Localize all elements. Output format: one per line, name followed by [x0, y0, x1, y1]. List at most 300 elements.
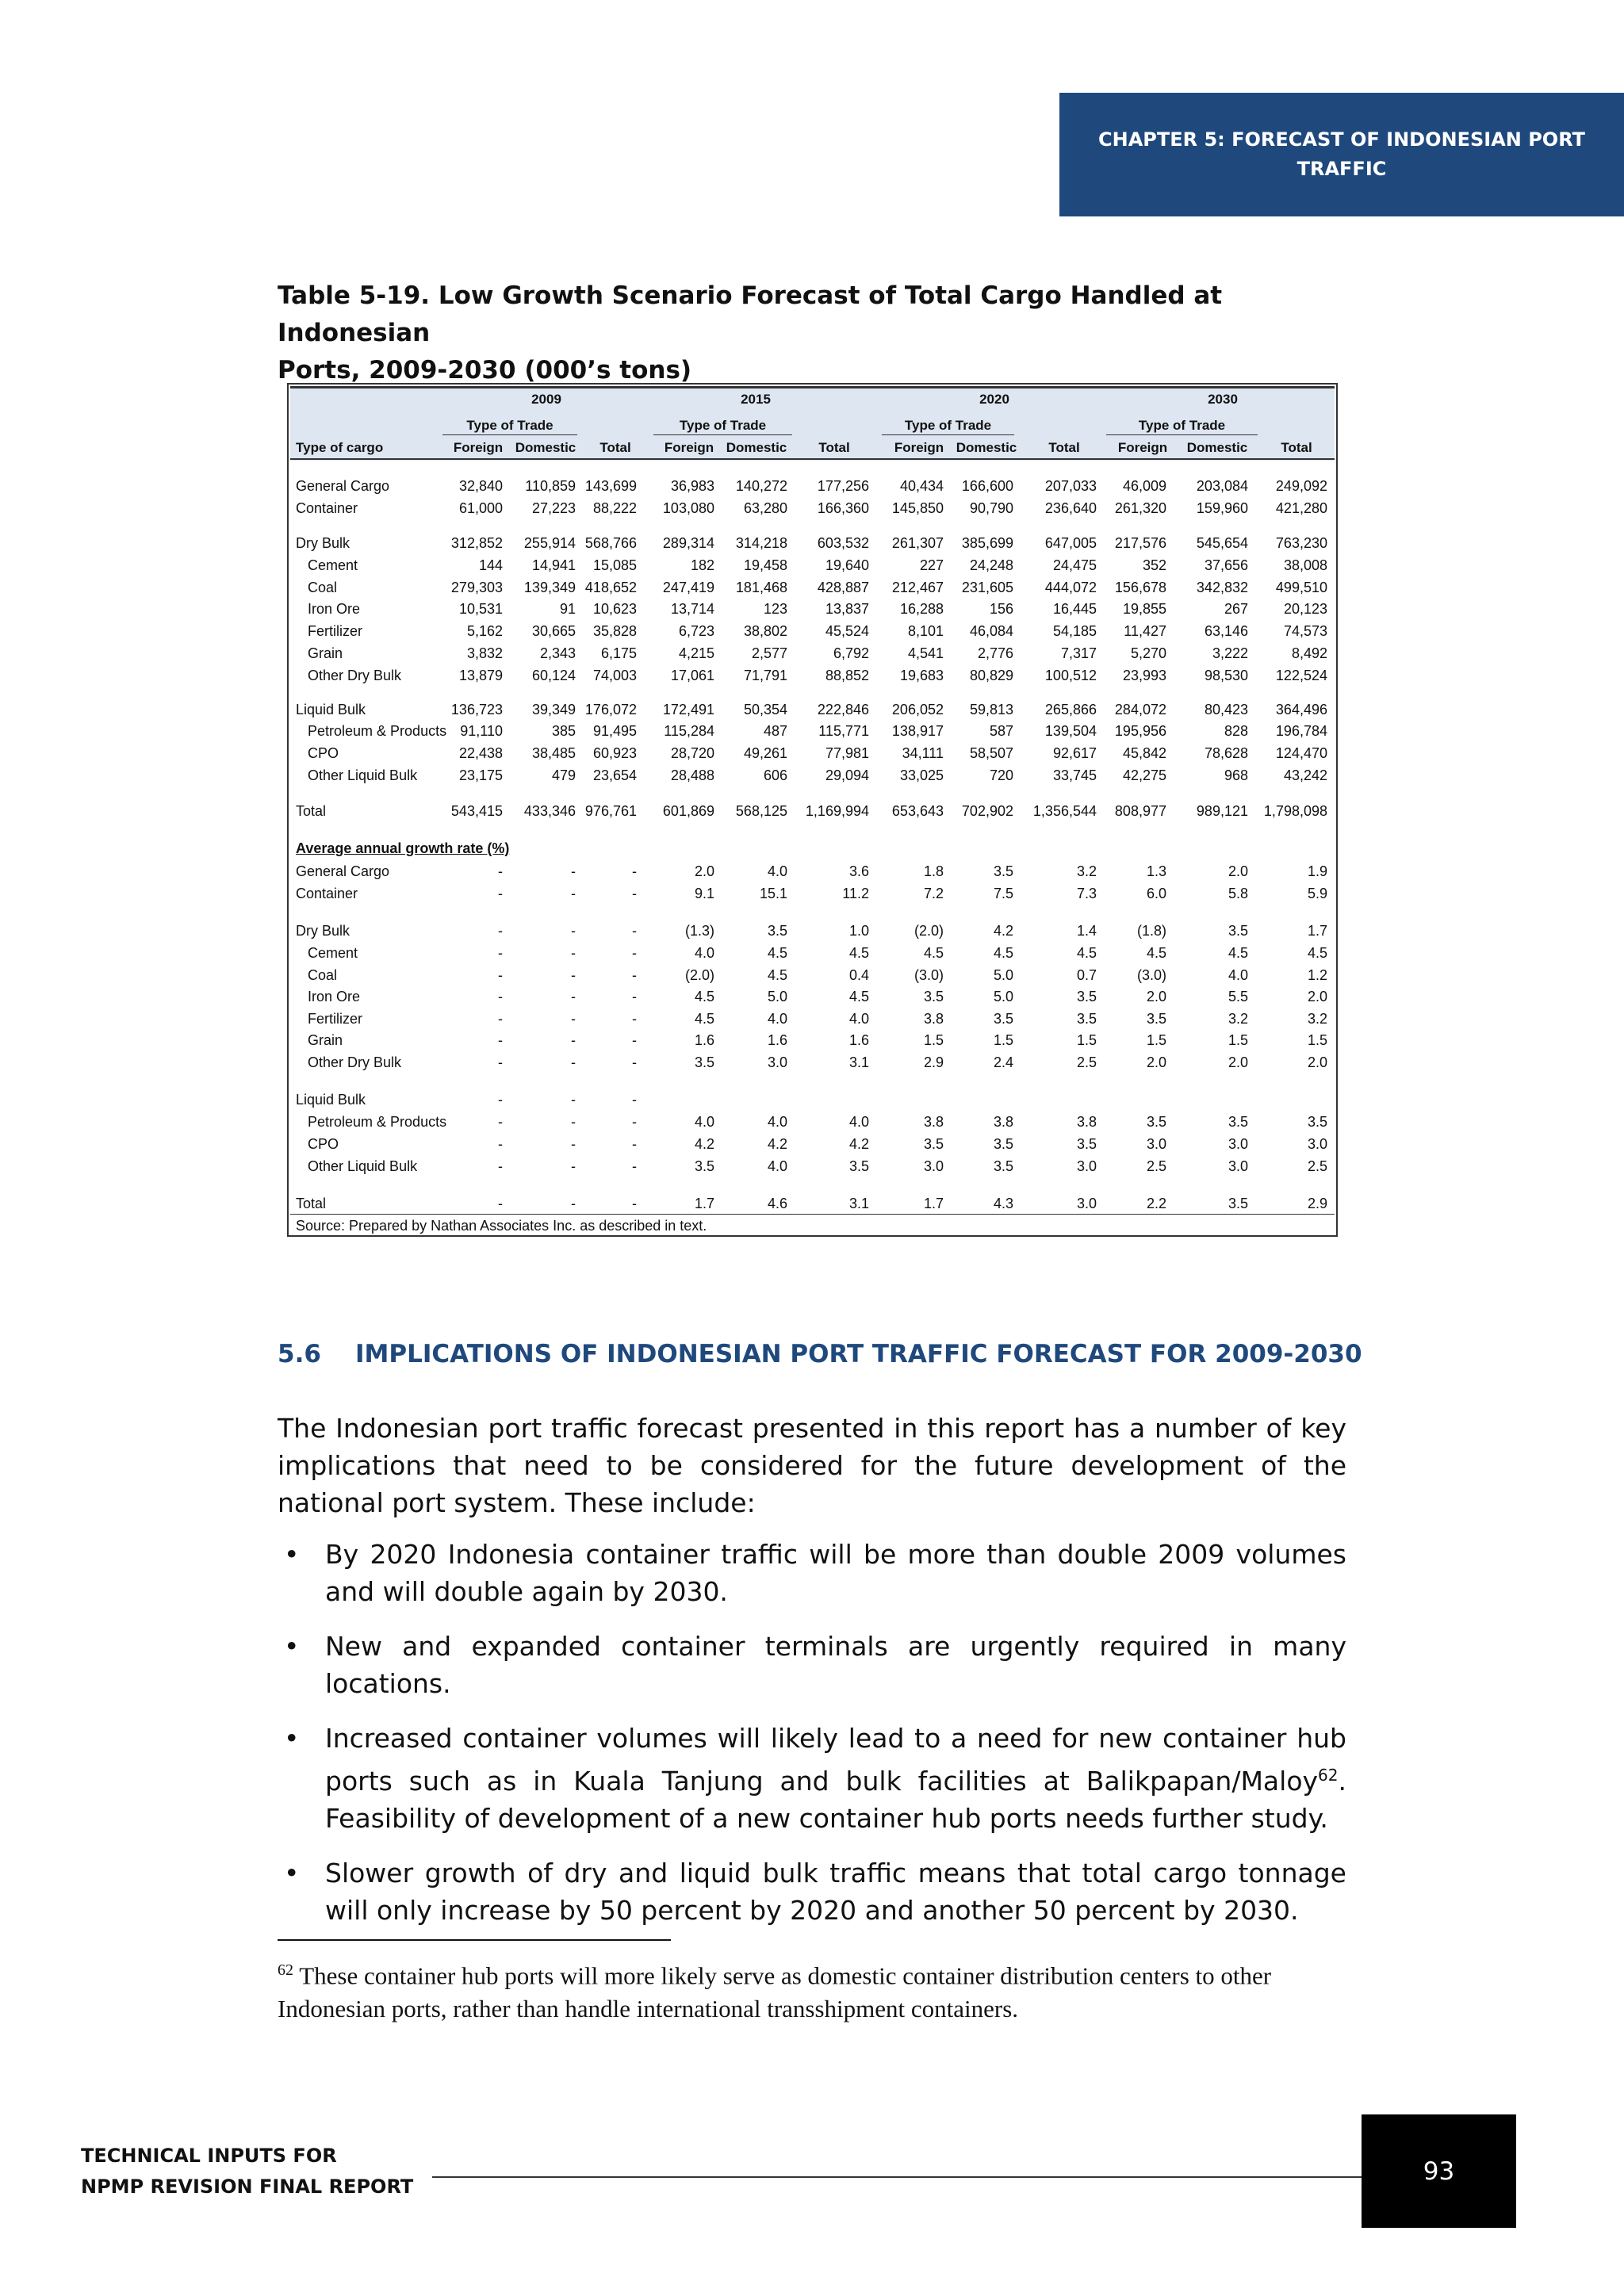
table-cell: 4.6	[767, 1196, 787, 1211]
table-cell: 7.2	[923, 886, 944, 901]
table-cell: 1.3	[1146, 863, 1166, 879]
table-cell: 261,307	[891, 535, 944, 551]
table-cell: 139,504	[1044, 723, 1097, 739]
table-cell: -	[498, 967, 503, 983]
table-cell: 136,723	[450, 702, 503, 718]
table-cell: 35,828	[592, 623, 637, 639]
table-cell: 9.1	[694, 886, 714, 901]
row-label: Container	[296, 886, 358, 901]
table-cell: 7,317	[1060, 645, 1097, 661]
footnote-reference: 62	[1318, 1766, 1339, 1785]
subcolumn-header: Foreign	[453, 440, 504, 455]
table-cell: 4.2	[848, 1136, 869, 1152]
type-of-trade-header: Type of Trade	[904, 418, 992, 433]
table-cell: 4.2	[993, 923, 1013, 939]
table-cell: 4.0	[1228, 967, 1248, 983]
table-cell: 545,654	[1196, 535, 1248, 551]
row-label: Cement	[308, 945, 358, 961]
table-cell: 1.5	[1146, 1032, 1166, 1048]
table-cell: 418,652	[584, 580, 637, 595]
list-item	[278, 1720, 1346, 1837]
row-label: Total	[296, 1196, 327, 1211]
table-cell: 4.5	[694, 989, 714, 1004]
table-cell: 3.5	[1307, 1114, 1327, 1130]
table-cell: 100,512	[1044, 668, 1097, 683]
table-cell: 3.0	[1076, 1158, 1097, 1174]
table-cell: 166,360	[817, 500, 869, 516]
table-cell: 763,230	[1275, 535, 1327, 551]
table-cell: 3.5	[1146, 1011, 1166, 1027]
table-cell: 38,802	[743, 623, 787, 639]
table-cell: 63,280	[743, 500, 787, 516]
table-cell: 2.5	[1076, 1054, 1097, 1070]
header-underline	[1106, 434, 1258, 435]
table-cell: 123	[763, 601, 787, 617]
table-cell: 568,125	[735, 803, 787, 819]
table-cell: 8,101	[907, 623, 944, 639]
intro-paragraph: The Indonesian port traffic forecast presented in this report has a number of key implications that need to be considered for the future development of the national port system. These include:	[278, 1413, 1346, 1518]
table-cell: -	[498, 945, 503, 961]
table-cell: 222,846	[817, 702, 869, 718]
table-cell: 2.0	[1146, 989, 1166, 1004]
table-cell: 2.9	[1307, 1196, 1327, 1211]
table-cell: 203,084	[1196, 478, 1248, 494]
table-cell: 49,261	[743, 745, 787, 761]
header-underline	[442, 434, 577, 435]
table-cell: 103,080	[662, 500, 714, 516]
table-cell: 3.0	[1307, 1136, 1327, 1152]
table-cell: 2.0	[1307, 989, 1327, 1004]
table-cell: 10,531	[458, 601, 503, 617]
row-label: Iron Ore	[308, 601, 361, 617]
table-cell: 4,541	[907, 645, 944, 661]
table-cell: 3.2	[1228, 1011, 1248, 1027]
table-cell: 3.5	[694, 1158, 714, 1174]
table-cell: 3.5	[1228, 923, 1248, 939]
table-cell: 3.8	[993, 1114, 1013, 1130]
table-cell: 3.5	[993, 1136, 1013, 1152]
table-cell: 196,784	[1275, 723, 1327, 739]
list-item	[278, 1854, 1346, 1929]
table-cell: 166,600	[961, 478, 1013, 494]
table-cell: 479	[551, 767, 576, 783]
table-cell: 314,218	[735, 535, 787, 551]
table-cell: 24,248	[969, 557, 1013, 573]
table-cell: 143,699	[584, 478, 637, 494]
table-cell: 2.9	[923, 1054, 944, 1070]
table-cell: 6,723	[678, 623, 714, 639]
table-cell: 601,869	[662, 803, 714, 819]
table-cell: 115,284	[664, 723, 714, 739]
table-header-bottom-rule	[290, 458, 1335, 460]
table-cell: 421,280	[1275, 500, 1327, 516]
subcolumn-header: Total	[1281, 440, 1312, 455]
subcolumn-header: Total	[599, 440, 631, 455]
row-label: Dry Bulk	[296, 923, 350, 939]
table-cell: 45,524	[825, 623, 869, 639]
table-cell: -	[632, 886, 637, 901]
table-cell: 33,745	[1052, 767, 1097, 783]
table-cell: -	[498, 1092, 503, 1108]
table-cell: 23,654	[592, 767, 637, 783]
table-cell: 247,419	[662, 580, 714, 595]
table-cell: 3.8	[1076, 1114, 1097, 1130]
table-cell: 279,303	[450, 580, 503, 595]
table-cell: 5.9	[1307, 886, 1327, 901]
table-cell: 60,923	[592, 745, 637, 761]
table-cell: 1,798,098	[1263, 803, 1327, 819]
table-cell: 4.0	[767, 1114, 787, 1130]
table-cell: 59,813	[969, 702, 1013, 718]
table-cell: 207,033	[1044, 478, 1097, 494]
table-cell: 444,072	[1044, 580, 1097, 595]
table-cell: 4.5	[848, 989, 869, 1004]
table-cell: (1.8)	[1136, 923, 1166, 939]
row-label: Liquid Bulk	[296, 1092, 366, 1108]
table-cell: 4.0	[694, 1114, 714, 1130]
row-label: Dry Bulk	[296, 535, 350, 551]
table-cell: 80,829	[969, 668, 1013, 683]
table-cell: 20,123	[1283, 601, 1327, 617]
table-cell: -	[632, 1136, 637, 1152]
table-cell: 206,052	[891, 702, 944, 718]
table-cell: -	[632, 1196, 637, 1211]
table-cell: 653,643	[891, 803, 944, 819]
table-cell: 61,000	[458, 500, 503, 516]
table-cell: 74,573	[1283, 623, 1327, 639]
table-cell: 91,495	[592, 723, 637, 739]
table-cell: -	[632, 967, 637, 983]
subcolumn-header: Foreign	[894, 440, 944, 455]
table-caption-line2: Ports, 2009-2030 (000’s tons)	[278, 356, 692, 385]
row-label: Petroleum & Products	[308, 723, 447, 739]
table-cell: 1.7	[1307, 923, 1327, 939]
table-cell: 261,320	[1114, 500, 1166, 516]
table-cell: 13,879	[458, 668, 503, 683]
table-cell: 3.8	[923, 1011, 944, 1027]
table-cell: 2.0	[1146, 1054, 1166, 1070]
table-cell: 22,438	[458, 745, 503, 761]
table-cell: 16,445	[1052, 601, 1097, 617]
table-cell: 138,917	[891, 723, 944, 739]
row-label: Other Liquid Bulk	[308, 767, 418, 783]
table-cell: 3.0	[923, 1158, 944, 1174]
table-cell: 88,852	[825, 668, 869, 683]
footer-line1: TECHNICAL INPUTS FOR	[81, 2145, 337, 2167]
table-cell: 4.5	[1307, 945, 1327, 961]
table-cell: -	[632, 1158, 637, 1174]
table-cell: 46,009	[1122, 478, 1166, 494]
row-label: Other Dry Bulk	[308, 668, 402, 683]
table-cell: 312,852	[450, 535, 503, 551]
table-cell: 2.0	[1307, 1054, 1327, 1070]
row-label: Grain	[308, 1032, 343, 1048]
bullet-icon: •	[284, 1539, 300, 1570]
type-of-trade-header: Type of Trade	[466, 418, 553, 433]
table-cell: 4,215	[678, 645, 714, 661]
table-cell: 2.5	[1146, 1158, 1166, 1174]
footer-rule	[432, 2176, 1362, 2178]
subcolumn-header: Foreign	[664, 440, 714, 455]
row-label: Cement	[308, 557, 358, 573]
table-cell: 587	[989, 723, 1013, 739]
table-cell: 2.0	[1228, 1054, 1248, 1070]
table-cell: 3.5	[993, 863, 1013, 879]
table-cell: 3.5	[1076, 1011, 1097, 1027]
table-cell: 77,981	[825, 745, 869, 761]
table-cell: 4.5	[767, 967, 787, 983]
chapter-title-line1: CHAPTER 5: FORECAST OF INDONESIAN PORT	[1098, 128, 1585, 151]
table-cell: 63,146	[1204, 623, 1248, 639]
row-label: Coal	[308, 580, 338, 595]
row-label: Fertilizer	[308, 623, 363, 639]
table-cell: -	[571, 1114, 576, 1130]
table-cell: 433,346	[523, 803, 576, 819]
table-cell: 29,094	[825, 767, 869, 783]
table-cell: 3.1	[848, 1054, 869, 1070]
table-cell: 3.0	[1076, 1196, 1097, 1211]
header-underline	[882, 434, 1014, 435]
table-cell: 3.0	[1146, 1136, 1166, 1152]
table-cell: (2.0)	[684, 967, 714, 983]
table-cell: 1.6	[848, 1032, 869, 1048]
table-cell: 4.0	[848, 1114, 869, 1130]
table-cell: 34,111	[902, 745, 944, 761]
table-cell: 6,792	[833, 645, 869, 661]
table-cell: 23,993	[1122, 668, 1166, 683]
subcolumn-header: Domestic	[1186, 440, 1248, 455]
footnote	[278, 1954, 1332, 2026]
table-cell: -	[498, 1136, 503, 1152]
table-cell: 144	[478, 557, 503, 573]
table-cell: 176,072	[584, 702, 637, 718]
table-cell: -	[498, 1011, 503, 1027]
header-underline	[653, 434, 792, 435]
table-cell: -	[632, 945, 637, 961]
bullet-text: Increased container volumes will likely lead to a need for new container hub ports such as in Kuala Tanjung and bulk facilities at Balikpapan/Maloy	[325, 1723, 1346, 1797]
table-cell: 90,790	[969, 500, 1013, 516]
table-cell: 139,349	[523, 580, 576, 595]
row-header-label: Type of cargo	[296, 440, 384, 455]
table-cell: 4.3	[993, 1196, 1013, 1211]
table-cell: -	[632, 1054, 637, 1070]
table-cell: 50,354	[743, 702, 787, 718]
table-cell: 156,678	[1114, 580, 1166, 595]
table-cell: 3,222	[1212, 645, 1248, 661]
table-caption	[278, 277, 1356, 389]
table-cell: 4.5	[923, 945, 944, 961]
table-cell: -	[632, 863, 637, 879]
subcolumn-header: Domestic	[515, 440, 576, 455]
subcolumn-header: Domestic	[726, 440, 787, 455]
table-cell: 110,859	[525, 478, 576, 494]
table-cell: -	[571, 1136, 576, 1152]
table-cell: 5.5	[1228, 989, 1248, 1004]
table-cell: 80,423	[1204, 702, 1248, 718]
table-cell: 1.7	[694, 1196, 714, 1211]
table-cell: 1.0	[848, 923, 869, 939]
table-cell: 4.5	[694, 1011, 714, 1027]
table-cell: 5.0	[993, 967, 1013, 983]
table-cell: 13,837	[825, 601, 869, 617]
table-cell: 4.5	[1146, 945, 1166, 961]
table-cell: 3.0	[767, 1054, 787, 1070]
table-cell: 3.2	[1076, 863, 1097, 879]
table-cell: -	[571, 1092, 576, 1108]
table-cell: 46,084	[969, 623, 1013, 639]
table-cell: (2.0)	[914, 923, 944, 939]
table-cell: 3.2	[1307, 1011, 1327, 1027]
row-label: General Cargo	[296, 478, 390, 494]
row-label: Iron Ore	[308, 989, 361, 1004]
table-cell: -	[632, 1011, 637, 1027]
table-cell: 74,003	[592, 668, 637, 683]
table-cell: 1.8	[923, 863, 944, 879]
table-cell: 58,507	[969, 745, 1013, 761]
table-cell: 6.0	[1146, 886, 1166, 901]
table-cell: 1.6	[767, 1032, 787, 1048]
bullet-icon: •	[284, 1631, 300, 1662]
table-cell: 3.5	[1228, 1196, 1248, 1211]
table-cell: 33,025	[899, 767, 944, 783]
table-cell: 4.5	[848, 945, 869, 961]
table-cell: 1,356,544	[1032, 803, 1097, 819]
table-cell: 19,683	[899, 668, 944, 683]
row-label: Other Liquid Bulk	[308, 1158, 418, 1174]
table-cell: 78,628	[1204, 745, 1248, 761]
table-cell: 3.5	[767, 923, 787, 939]
table-cell: 4.5	[767, 945, 787, 961]
table-cell: 5.0	[993, 989, 1013, 1004]
footer-report-title	[81, 2141, 413, 2202]
table-cell: 10,623	[592, 601, 637, 617]
table-cell: 1.7	[923, 1196, 944, 1211]
table-cell: 60,124	[531, 668, 576, 683]
table-cell: 43,242	[1283, 767, 1327, 783]
table-cell: 720	[989, 767, 1013, 783]
bullet-icon: •	[284, 1858, 300, 1888]
table-cell: 88,222	[592, 500, 637, 516]
table-cell: -	[498, 863, 503, 879]
table-cell: (3.0)	[1136, 967, 1166, 983]
table-cell: -	[632, 923, 637, 939]
table-cell: 1.5	[993, 1032, 1013, 1048]
table-cell: 1.2	[1307, 967, 1327, 983]
table-cell: 19,458	[743, 557, 787, 573]
chapter-banner	[1059, 93, 1624, 216]
subcolumn-header: Domestic	[956, 440, 1017, 455]
table-cell: 2.4	[993, 1054, 1013, 1070]
table-cell: 1.5	[923, 1032, 944, 1048]
row-label: Grain	[308, 645, 343, 661]
row-label: Other Dry Bulk	[308, 1054, 402, 1070]
table-cell: 3.5	[1228, 1114, 1248, 1130]
table-cell: 42,275	[1122, 767, 1166, 783]
year-header: 2009	[531, 392, 561, 407]
footnote-separator	[278, 1939, 671, 1941]
table-cell: 71,791	[743, 668, 787, 683]
table-cell: 231,605	[961, 580, 1013, 595]
table-cell: -	[571, 1054, 576, 1070]
table-cell: 11.2	[842, 886, 869, 901]
table-cell: 140,272	[735, 478, 787, 494]
table-cell: 603,532	[817, 535, 869, 551]
table-cell: 1.5	[1307, 1032, 1327, 1048]
table-cell: 385	[551, 723, 576, 739]
type-of-trade-header: Type of Trade	[679, 418, 767, 433]
type-of-trade-header: Type of Trade	[1138, 418, 1226, 433]
table-cell: 543,415	[450, 803, 503, 819]
table-cell: 32,840	[458, 478, 503, 494]
table-cell: 181,468	[735, 580, 787, 595]
year-header: 2015	[741, 392, 771, 407]
bullet-text: By 2020 Indonesia container traffic will be more than double 2009 volumes and will double again by 2030.	[325, 1539, 1346, 1607]
subcolumn-header: Foreign	[1117, 440, 1168, 455]
bullet-text: New and expanded container terminals are urgently required in many locations.	[325, 1631, 1346, 1699]
table-cell: 3.5	[993, 1158, 1013, 1174]
table-cell: -	[571, 945, 576, 961]
table-cell: 265,866	[1044, 702, 1097, 718]
table-cell: 828	[1224, 723, 1248, 739]
table-cell: 284,072	[1114, 702, 1166, 718]
table-cell: 6,175	[600, 645, 637, 661]
table-cell: -	[632, 1032, 637, 1048]
table-cell: 2,343	[539, 645, 576, 661]
table-caption-line1: Table 5-19. Low Growth Scenario Forecast of Total Cargo Handled at Indonesian	[278, 281, 1223, 347]
table-cell: -	[571, 886, 576, 901]
table-cell: 3.5	[694, 1054, 714, 1070]
table-cell: 702,902	[961, 803, 1013, 819]
table-cell: 15,085	[592, 557, 637, 573]
year-header: 2030	[1208, 392, 1238, 407]
list-item	[278, 1536, 1346, 1610]
table-cell: 606	[763, 767, 787, 783]
table-cell: 352	[1142, 557, 1166, 573]
table-cell: 4.0	[767, 1158, 787, 1174]
table-cell: 342,832	[1196, 580, 1248, 595]
table-cell: 23,175	[458, 767, 503, 783]
table-cell: 17,061	[670, 668, 714, 683]
page-number: 93	[1362, 2114, 1516, 2228]
table-cell: 212,467	[891, 580, 944, 595]
table-cell: 40,434	[899, 478, 944, 494]
table-cell: 5.8	[1228, 886, 1248, 901]
row-label: CPO	[308, 1136, 339, 1152]
table-cell: 428,887	[817, 580, 869, 595]
table-cell: 36,983	[670, 478, 714, 494]
footnote-text: These container hub ports will more likely serve as domestic container distribution centers to other Indonesian ports, rather than handle international transshipment containers.	[278, 1961, 1272, 2023]
table-cell: 3.5	[848, 1158, 869, 1174]
table-cell: 92,617	[1052, 745, 1097, 761]
table-cell: 14,941	[531, 557, 576, 573]
table-cell: 172,491	[662, 702, 714, 718]
table-cell: 3.8	[923, 1114, 944, 1130]
table-cell: 3.5	[923, 989, 944, 1004]
table-cell: 4.5	[1076, 945, 1097, 961]
table-cell: 15.1	[759, 886, 787, 901]
table-cell: 499,510	[1275, 580, 1327, 595]
table-cell: 54,185	[1052, 623, 1097, 639]
table-cell: 1.5	[1076, 1032, 1097, 1048]
table-cell: 7.5	[993, 886, 1013, 901]
table-cell: 4.5	[993, 945, 1013, 961]
table-cell: 4.2	[694, 1136, 714, 1152]
table-cell: 145,850	[891, 500, 944, 516]
table-cell: 28,488	[670, 767, 714, 783]
table-cell: 3.1	[848, 1196, 869, 1211]
table-cell: 5.0	[767, 989, 787, 1004]
table-cell: 217,576	[1114, 535, 1166, 551]
